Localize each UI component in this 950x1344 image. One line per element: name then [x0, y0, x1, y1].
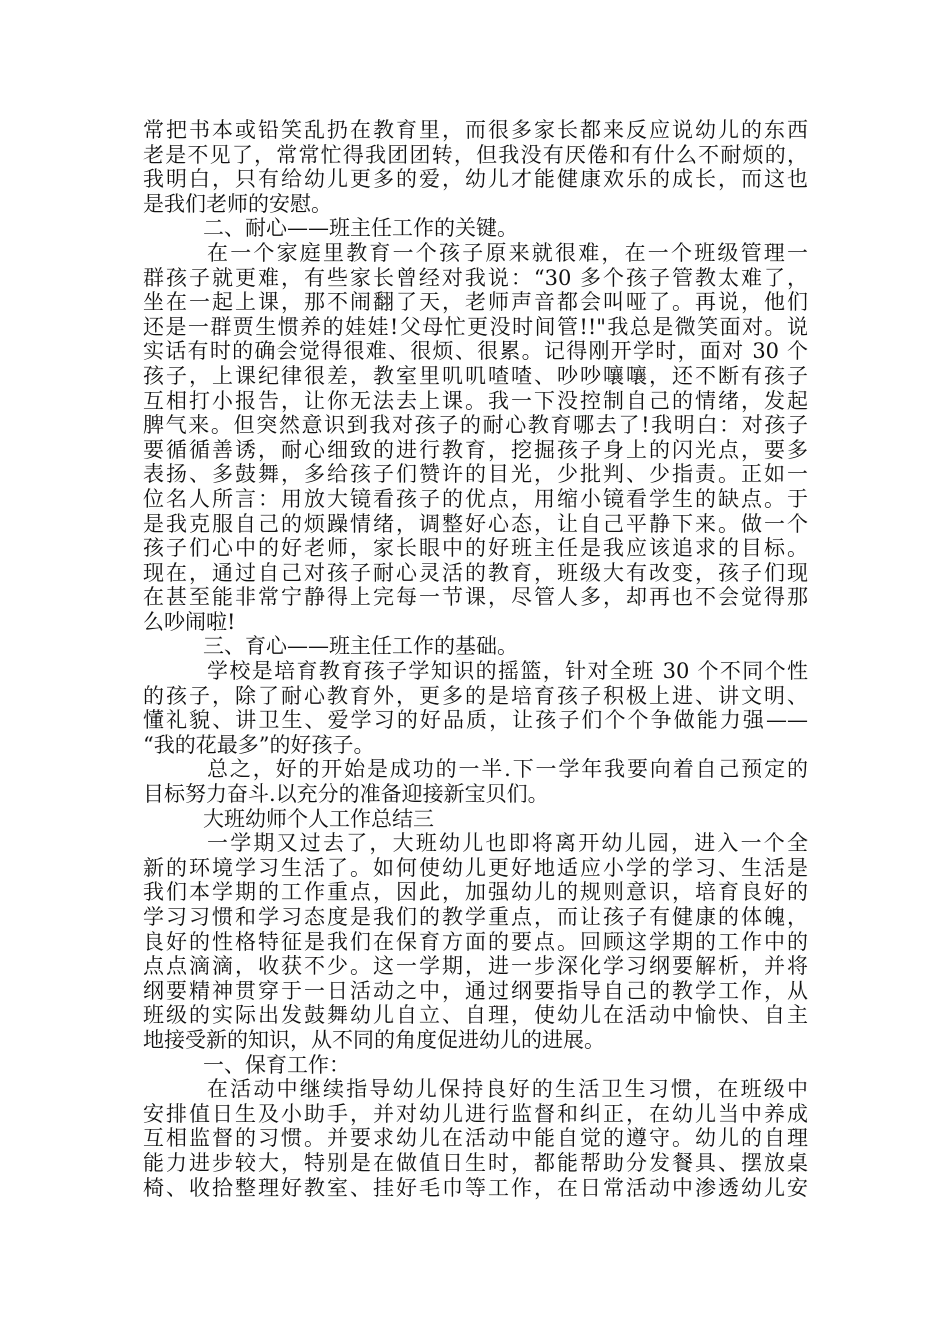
text-line: 互相监督的习惯。并要求幼儿在活动中能自觉的遵守。幼儿的自理 [143, 1126, 808, 1151]
text-line: 在活动中继续指导幼儿保持良好的生活卫生习惯，在班级中 [207, 1077, 808, 1102]
text-line: 老是不见了，常常忙得我团团转，但我没有厌倦和有什么不耐烦的， [143, 142, 808, 167]
text-line: 在甚至能非常宁静得上完每一节课，尽管人多，却再也不会觉得那 [143, 585, 808, 610]
text-line: 么吵闹啦! [143, 609, 236, 634]
text-line: 孩子们心中的好老师，家长眼中的好班主任是我应该追求的目标。 [143, 536, 808, 561]
text-line: 孩子，上课纪律很差，教室里叽叽喳喳、吵吵嚷嚷，还不断有孩子 [143, 363, 808, 388]
text-line: 三、育心——班主任工作的基础。 [203, 634, 518, 659]
text-line: 现在，通过自己对孩子耐心灵活的教育，班级大有改变，孩子们现 [143, 560, 808, 585]
text-line: 是我们老师的安慰。 [143, 191, 332, 216]
text-line: 坐在一起上课，那不闹翻了天，老师声音都会叫哑了。再说，他们 [143, 290, 808, 315]
text-line: 实话有时的确会觉得很难、很烦、很累。记得刚开学时，面对 30 个 [143, 339, 808, 364]
text-line: 位名人所言：用放大镜看孩子的优点，用缩小镜看学生的缺点。于 [143, 486, 808, 511]
text-line: 一、保育工作： [203, 1052, 350, 1077]
text-line: 目标努力奋斗.以充分的准备迎接新宝贝们。 [143, 782, 549, 807]
text-line: 学校是培育教育孩子学知识的摇篮，针对全班 30 个不同个性 [207, 659, 808, 684]
text-line: 总之，好的开始是成功的一半.下一学年我要向着自己预定的 [207, 757, 808, 782]
document-body-text [143, 118, 808, 1200]
text-line: 大班幼师个人工作总结三 [203, 806, 434, 831]
text-line: 学习习惯和学习态度是我们的教学重点，而让孩子有健康的体魄， [143, 905, 808, 929]
text-line: 表扬、多鼓舞，多给孩子们赞许的目光，少批判、少指责。正如一 [143, 462, 808, 487]
text-line: 新的环境学习生活了。如何使幼儿更好地适应小学的学习、生活是 [143, 855, 808, 880]
text-line: 懂礼貌、讲卫生、爱学习的好品质，让孩子们个个争做能力强—— [143, 708, 808, 733]
text-line: 良好的性格特征是我们在保育方面的要点。回顾这学期的工作中的 [143, 929, 808, 954]
text-line: 安排值日生及小助手，并对幼儿进行监督和纠正，在幼儿当中养成 [143, 1101, 808, 1126]
text-line: “我的花最多”的好孩子。 [143, 732, 375, 757]
text-line: 的孩子，除了耐心教育外，更多的是培育孩子积极上进、讲文明、 [143, 683, 808, 708]
text-line: 椅、收拾整理好教室、挂好毛巾等工作，在日常活动中渗透幼儿安 [143, 1175, 808, 1200]
text-line: 脾气来。但突然意识到我对孩子的耐心教育哪去了!我明白：对孩子 [143, 413, 808, 438]
text-line: 群孩子就更难，有些家长曾经对我说：“30 多个孩子管教太难了， [143, 265, 808, 290]
text-line: 能力进步较大，特别是在做值日生时，都能帮助分发餐具、摆放桌 [143, 1150, 808, 1175]
text-line: 我明白，只有给幼儿更多的爱，幼儿才能健康欢乐的成长，而这也 [143, 167, 808, 192]
text-line: 地接受新的知识，从不同的角度促进幼儿的进展。 [143, 1027, 605, 1052]
text-line: 二、耐心——班主任工作的关键。 [203, 216, 518, 241]
text-line: 常把书本或铅笑乱扔在教育里，而很多家长都来反应说幼儿的东西 [143, 118, 808, 142]
text-line: 在一个家庭里教育一个孩子原来就很难，在一个班级管理一 [207, 240, 808, 265]
text-line: 还是一群贾生惯养的娃娃!父母忙更没时间管!!"我总是微笑面对。说 [143, 314, 808, 339]
text-line: 我们本学期的工作重点，因此，加强幼儿的规则意识，培育良好的 [143, 880, 808, 905]
text-line: 班级的实际出发鼓舞幼儿自立、自理，使幼儿在活动中愉快、自主 [143, 1003, 808, 1028]
text-line: 纲要精神贯穿于一日活动之中，通过纲要指导自己的教学工作，从 [143, 978, 808, 1003]
text-line: 一学期又过去了，大班幼儿也即将离开幼儿园，进入一个全 [207, 831, 808, 856]
text-line: 是我克服自己的烦躁情绪，调整好心态，让自己平静下来。做一个 [143, 511, 808, 536]
text-line: 要循循善诱，耐心细致的进行教育，挖掘孩子身上的闪光点，要多 [143, 437, 808, 462]
text-line: 互相打小报告，让你无法去上课。我一下没控制自己的情绪，发起 [143, 388, 808, 413]
text-line: 点点滴滴，收获不少。这一学期，进一步深化学习纲要解析，并将 [143, 954, 808, 979]
